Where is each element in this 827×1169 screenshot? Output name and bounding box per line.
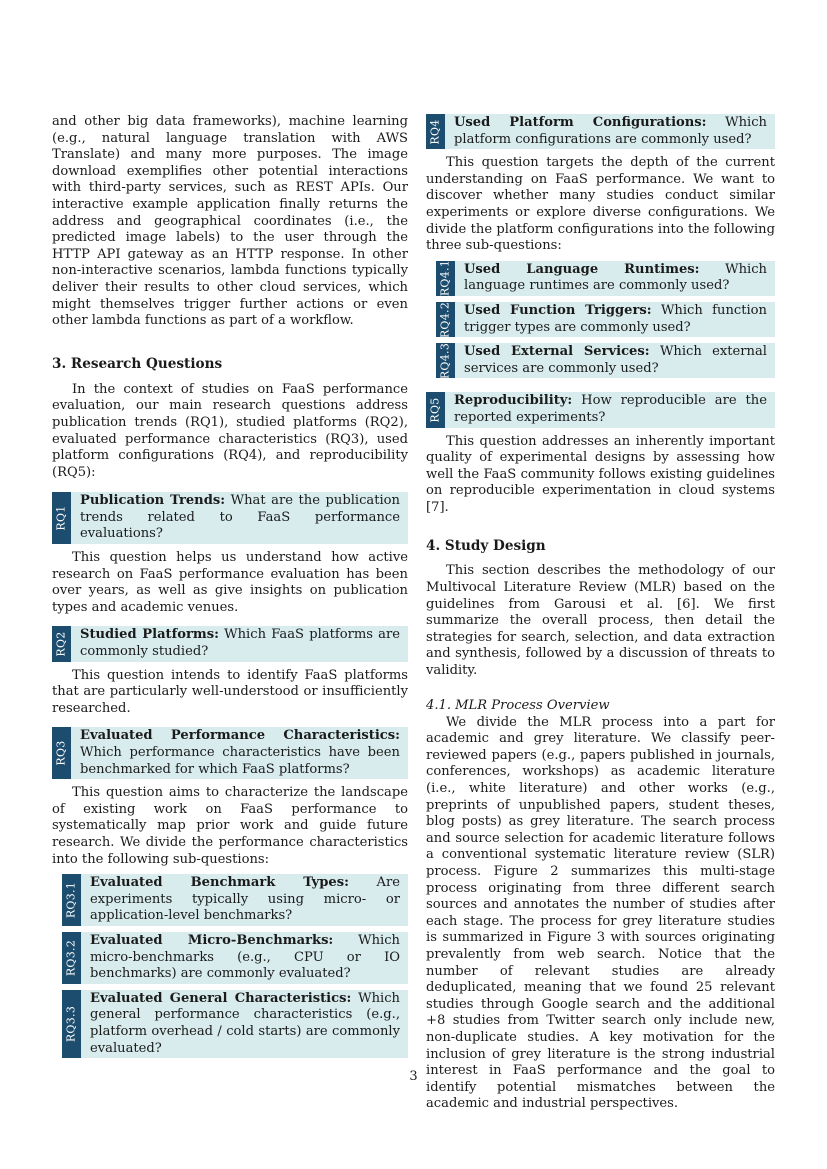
section-heading-study-design: 4. Study Design (426, 538, 546, 555)
rq4-text: Which platform configurations are commonly used? (454, 115, 767, 147)
rq4-paragraph: This question targets the depth of the current understanding on FaaS performance. We want to discover whether many studies conduct similar experiments or explore diverse configurations. We divide the platform configurations into the following three sub-questions: (426, 155, 775, 254)
rq2-text: Which FaaS platforms are commonly studied? (80, 627, 401, 660)
rq4-1-text: Which language runtimes are commonly used? (464, 261, 767, 294)
rq4-2-title: Used Function Triggers: (464, 302, 652, 318)
mlr-overview-paragraph: We divide the MLR process into a part for academic and grey literature. We classify peer-reviewed papers (e.g., papers published in journals, conferences, workshops) as academic literature (i.e., white literature) and other works (e.g., preprints of unpublished papers, student theses, blog posts) as grey literature. The search process and source selection for academic literature follows a conventional systematic literature review (SLR) process. Figure 2 summarizes this multi-stage process originating from three different search sources and annotates the number of studies after each stage. The process for grey literature studies is summarized in Figure 3 with sources originating prevalently from web search. Notice that the number of relevant studies are already deduplicated, meaning that we found 25 relevant studies through Google search and the additional +8 studies from Twitter search only include new, non-duplicate studies. A key motivation for the inclusion of grey literature is the strong industrial interest in FaaS performance and the goal to identify potential mismatches between the academic and industrial perspectives. (426, 714, 775, 1112)
section-heading-research-questions: 3. Research Questions (52, 355, 223, 372)
rq4-title: Used Platform Configurations: (454, 115, 707, 130)
rq4-2-text: Which function trigger types are commonly used? (464, 302, 767, 335)
rq1-tag: RQ1 (52, 492, 71, 544)
rq3-1-box (62, 874, 408, 926)
rq3-1-title: Evaluated Benchmark Types: (90, 875, 349, 891)
rq4-2-tag: RQ4.2 (436, 302, 455, 337)
rq3-1-text: Are experiments typically using micro- or application-level benchmarks? (90, 875, 400, 924)
rq3-tag: RQ3 (52, 727, 71, 779)
study-design-intro: This section describes the methodology of our Multivocal Literature Review (MLR) based on the guidelines from Garousi et al. [6]. We first summarize the overall process, then detail the strategies for search, selection, and data extraction and synthesis, followed by a discussion of threats to validity. (426, 563, 775, 679)
rq3-3-tag: RQ3.3 (62, 990, 81, 1058)
rq3-box (52, 727, 408, 779)
page-number: 3 (409, 1069, 418, 1084)
rq3-2-text: Which micro-benchmarks (e.g., CPU or IO benchmarks) are commonly evaluated? (90, 932, 400, 982)
rq2-box (52, 626, 408, 661)
rq5-box (426, 392, 775, 427)
rq3-3-text: Which general performance characteristics (e.g., platform overhead / cold starts) are commonly evaluated? (90, 990, 400, 1056)
rq1-text: What are the publication trends related to FaaS performance evaluations? (80, 493, 400, 542)
rq3-text: Which performance characteristics have been benchmarked for which FaaS platforms? (80, 745, 400, 777)
intro-paragraph: and other big data frameworks), machine learning (e.g., natural language translation with AWS Translate) and many more purposes. The image download exemplifies other potential interactions with third-party services, such as REST APIs. Our interactive example application finally returns the address and geographical coordinates (i.e., the predicted image labels) to the user through the HTTP API gateway as an HTTP response. In other non-interactive scenarios, lambda functions typically deliver their results to other cloud services, which might themselves trigger further actions or even other lambda functions as part of a workflow. (52, 114, 408, 329)
rq3-2-box (62, 932, 408, 984)
subsection-heading-mlr-overview: 4.1. MLR Process Overview (426, 697, 610, 713)
rq1-paragraph: This question helps us understand how active research on FaaS performance evaluation has been over years, as well as give insights on publication types and academic venues. (52, 550, 408, 615)
rq1-box (52, 492, 408, 544)
rq3-3-box (62, 990, 408, 1058)
rq3-title: Evaluated Performance Characteristics: (80, 728, 400, 744)
rq4-3-text: Which external services are commonly used? (464, 344, 767, 376)
rq5-text: How reproducible are the reported experiments? (454, 393, 767, 425)
rq2-title: Studied Platforms: (80, 627, 219, 643)
rq4-1-box (436, 261, 775, 296)
rq5-title: Reproducibility: (454, 393, 573, 409)
rq2-paragraph: This question intends to identify FaaS platforms that are particularly well-understood or insufficiently researched. (52, 667, 408, 716)
rq2-tag: RQ2 (52, 626, 71, 661)
rq3-1-tag: RQ3.1 (62, 874, 81, 926)
rq5-tag: RQ5 (426, 392, 445, 427)
rq4-1-tag: RQ4.1 (436, 261, 455, 296)
rq3-2-tag: RQ3.2 (62, 932, 81, 984)
rq4-3-tag: RQ4.3 (436, 343, 455, 378)
research-questions-intro: In the context of studies on FaaS performance evaluation, our main research questions address publication trends (RQ1), studied platforms (RQ2), evaluated performance characteristics (RQ3), used platform configurations (RQ4), and reproducibility (RQ5): (52, 381, 408, 480)
rq3-paragraph: This question aims to characterize the landscape of existing work on FaaS performance to systematically map prior work and guide future research. We divide the performance characteristics into the following sub-questions: (52, 785, 408, 867)
rq4-2-box (436, 302, 775, 337)
rq3-3-title: Evaluated General Characteristics: (90, 990, 352, 1006)
rq5-paragraph: This question addresses an inherently important quality of experimental designs by assessing how well the FaaS community follows existing guidelines on reproducible experimentation in cloud systems [7]. (426, 433, 775, 515)
rq4-1-title: Used Language Runtimes: (464, 261, 700, 277)
left-column (52, 114, 408, 1058)
rq1-title: Publication Trends: (80, 493, 226, 509)
rq4-3-title: Used External Services: (464, 344, 650, 360)
rq4-tag: RQ4 (426, 114, 445, 149)
rq3-2-title: Evaluated Micro-Benchmarks: (90, 932, 334, 948)
right-column (426, 114, 775, 1113)
rq4-3-box (436, 343, 775, 378)
rq4-box (426, 114, 775, 149)
